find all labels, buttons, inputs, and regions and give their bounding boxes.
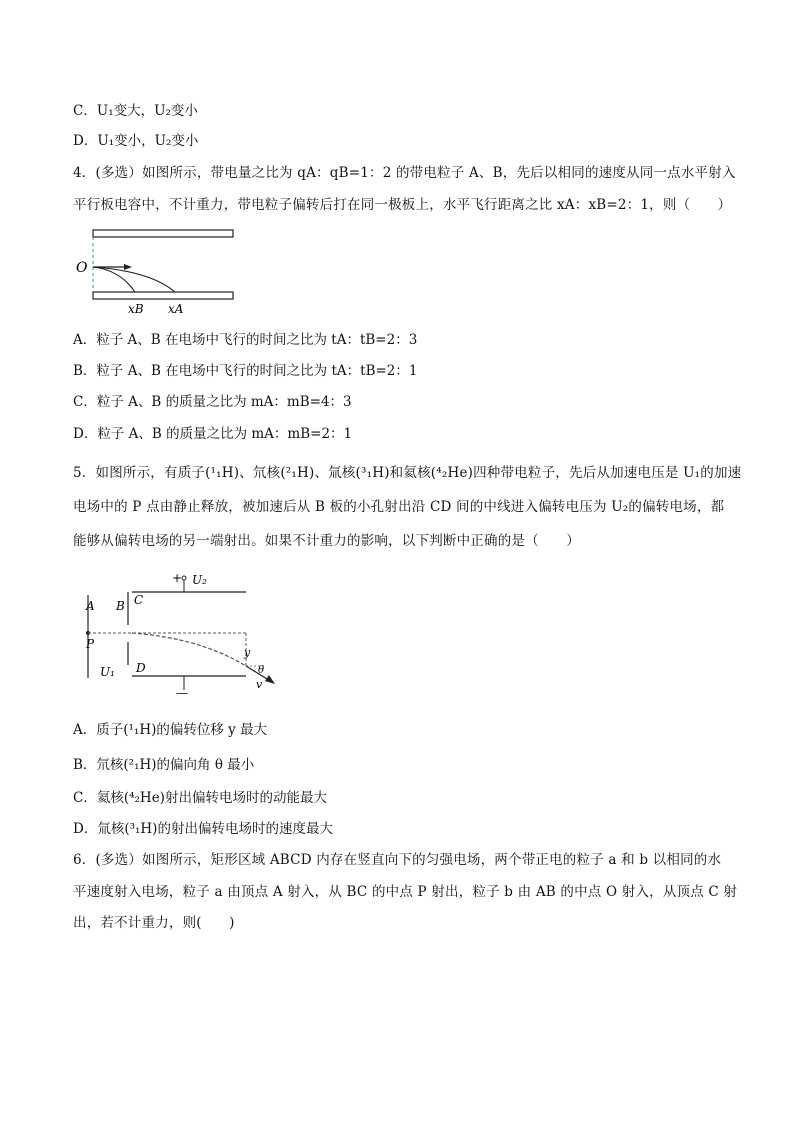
q6-stem-line-3: 出，若不计重力，则( ) [73, 915, 235, 931]
q4-stem-line-2: 平行板电容中，不计重力，带电粒子偏转后打在同一极板上，水平飞行距离之比 xA：xB=2：1，则（ ） [73, 197, 732, 213]
q4-option-c: C．粒子 A、B 的质量之比为 mA：mB=4：3 [73, 394, 352, 410]
q4-stem-line-1: 4．(多选）如图所示，带电量之比为 qA：qB=1：2 的带电粒子 A、B，先后以相同的速度从同一点水平射入 [73, 165, 736, 181]
q5-terminal-top [182, 576, 186, 580]
q5-label-b: B [116, 599, 125, 613]
q4-lower-plate [93, 292, 233, 299]
q5-option-c: C．氦核(⁴₂He)射出偏转电场时的动能最大 [73, 790, 327, 806]
q3-option-d: D．U₁变小，U₂变小 [73, 133, 199, 149]
q6-stem-line-1: 6．(多选）如图所示，矩形区域 ABCD 内存在竖直向下的匀强电场，两个带正电的粒子 a 和 b 以相同的水 [73, 852, 722, 868]
q4-trajectory-a [93, 267, 175, 292]
q5-stem-line-1: 5．如图所示，有质子(¹₁H)、氘核(²₁H)、氚核(³₁H)和氦核(⁴₂He)四种带电粒子，先后从加速电压是 U₁的加速 [73, 465, 742, 481]
q5-label-minus: — [176, 686, 188, 700]
q4-label-xb: xB [128, 302, 144, 316]
q5-stem-line-3: 能够从偏转电场的另一端射出。如果不计重力的影响，以下判断中正确的是（ ） [73, 533, 580, 549]
q5-label-theta: θ [258, 665, 265, 676]
q5-trajectory [132, 633, 246, 666]
q5-label-v: v [256, 678, 263, 691]
q4-upper-plate [93, 230, 233, 237]
q5-label-d: D [136, 661, 146, 675]
q5-option-d: D．氚核(³₁H)的射出偏转电场时的速度最大 [73, 821, 333, 837]
q4-trajectory-b [93, 267, 135, 292]
q3-option-c: C．U₁变大，U₂变小 [73, 103, 198, 119]
q4-option-b: B．粒子 A、B 在电场中飞行的时间之比为 tA：tB=2：1 [73, 363, 418, 379]
q5-figure [80, 570, 300, 700]
q4-option-d: D．粒子 A、B 的质量之比为 mA：mB=2：1 [73, 426, 353, 442]
q5-label-a: A [86, 599, 95, 613]
q4-arrowhead [124, 264, 132, 270]
q5-stem-line-2: 电场中的 P 点由静止释放，被加速后从 B 板的小孔射出沿 CD 间的中线进入偏转电压为 U₂的偏转电场，都 [73, 499, 725, 515]
q5-label-c: C [134, 593, 144, 607]
q4-option-a: A．粒子 A、B 在电场中飞行的时间之比为 tA：tB=2：3 [73, 332, 418, 348]
q5-label-y: y [244, 646, 251, 659]
q5-arrowhead [265, 675, 275, 684]
q4-label-o: O [76, 260, 88, 276]
q6-stem-line-2: 平速度射入电场，粒子 a 由顶点 A 射入，从 BC 的中点 P 射出，粒子 b 由 AB 的中点 O 射入，从顶点 C 射 [73, 884, 738, 900]
q5-label-u2: U₂ [192, 573, 207, 587]
q5-option-a: A．质子(¹₁H)的偏转位移 y 最大 [73, 722, 268, 738]
q5-label-plus: + [172, 571, 183, 585]
q5-label-p: P [86, 637, 95, 651]
q4-label-xa: xA [168, 302, 184, 316]
q4-figure [70, 225, 310, 325]
q5-option-b: B．氘核(²₁H)的偏向角 θ 最小 [73, 757, 255, 773]
q5-label-u1: U₁ [100, 665, 115, 679]
